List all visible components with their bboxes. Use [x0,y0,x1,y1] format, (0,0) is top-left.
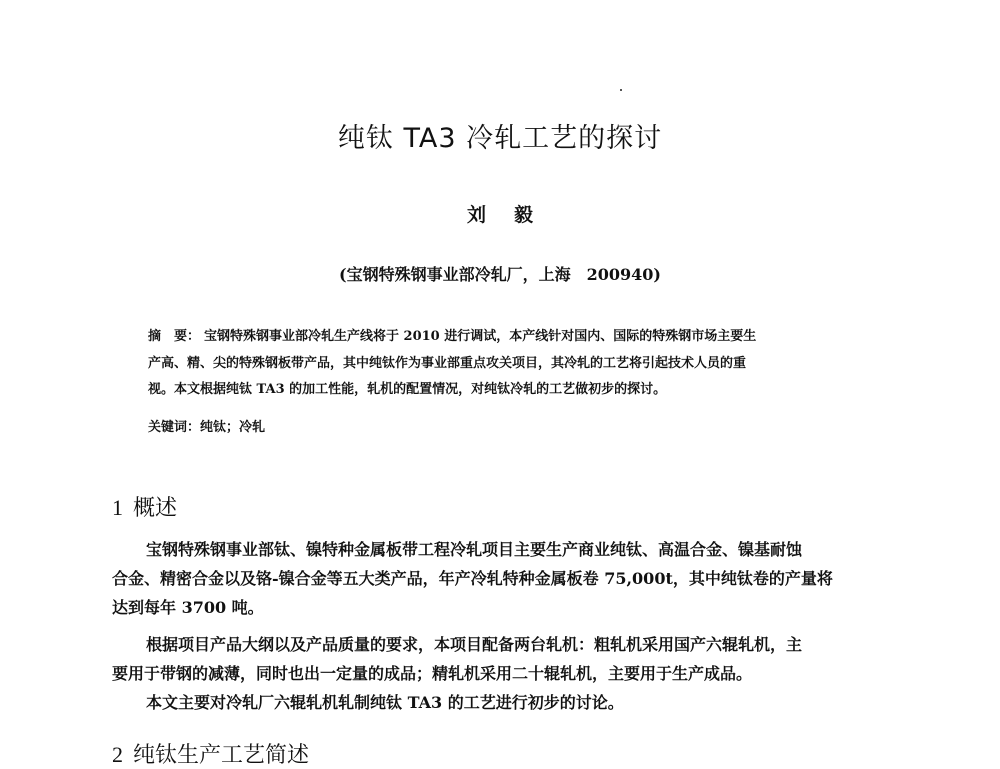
paragraph-2 [112,630,888,688]
abstract-line-3: 视。本文根据纯钛 TA3 的加工性能，轧机的配置情况，对纯钛冷轧的工艺做初步的探讨。 [148,382,667,397]
section-number: 2 [112,742,123,767]
paragraph-1 [112,535,888,622]
keywords-label: 关键词： [148,420,201,435]
paragraph-line: 合金、精密合金以及铬-镍合金等五大类产品，年产冷轧特种金属板卷 75,000t，其中纯钛卷的产量将 [112,569,833,588]
scan-artifact-dot [620,89,622,91]
paragraph-line: 达到每年 3700 吨。 [112,598,264,617]
author-affiliation: (宝钢特殊钢事业部冷轧厂，上海 200940) [339,265,661,284]
paragraph-line: 根据项目产品大纲以及产品质量的要求，本项目配备两台轧机：粗轧机采用国产六辊轧机，主 [146,635,803,654]
paragraph-line: 要用于带钢的减薄，同时也出一定量的成品；精轧机采用二十辊轧机，主要用于生产成品。 [112,664,753,683]
paragraph-line: 宝钢特殊钢事业部钛、镍特种金属板带工程冷轧项目主要生产商业纯钛、高温合金、镍基耐蚀 [146,540,803,559]
abstract-label: 摘 要： [148,329,201,344]
section-number: 1 [112,495,123,520]
paragraph-line: 本文主要对冷轧厂六辊轧机轧制纯钛 TA3 的工艺进行初步的讨论。 [146,693,624,712]
paragraph-3 [112,688,888,717]
abstract-line-2: 产高、精、尖的特殊钢板带产品，其中纯钛作为事业部重点攻关项目，其冷轧的工艺将引起技术人员的重 [148,355,747,371]
keywords-value: 纯钛；冷轧 [200,420,266,435]
section-heading-1 [112,491,177,522]
abstract-block [148,324,863,404]
author-name: 刘毅 [466,204,561,226]
section-title: 概述 [133,496,178,521]
section-heading-2 [112,738,309,769]
keywords-block [148,416,265,435]
abstract-text-1: 宝钢特殊钢事业部冷轧生产线将于 2010 进行调试，本产线针对国内、国际的特殊钢市场主要生 [204,329,757,344]
abstract-line-1 [148,324,863,351]
section-title: 纯钛生产工艺简述 [133,743,310,768]
paper-title: 纯钛 TA3 冷轧工艺的探讨 [337,123,663,154]
